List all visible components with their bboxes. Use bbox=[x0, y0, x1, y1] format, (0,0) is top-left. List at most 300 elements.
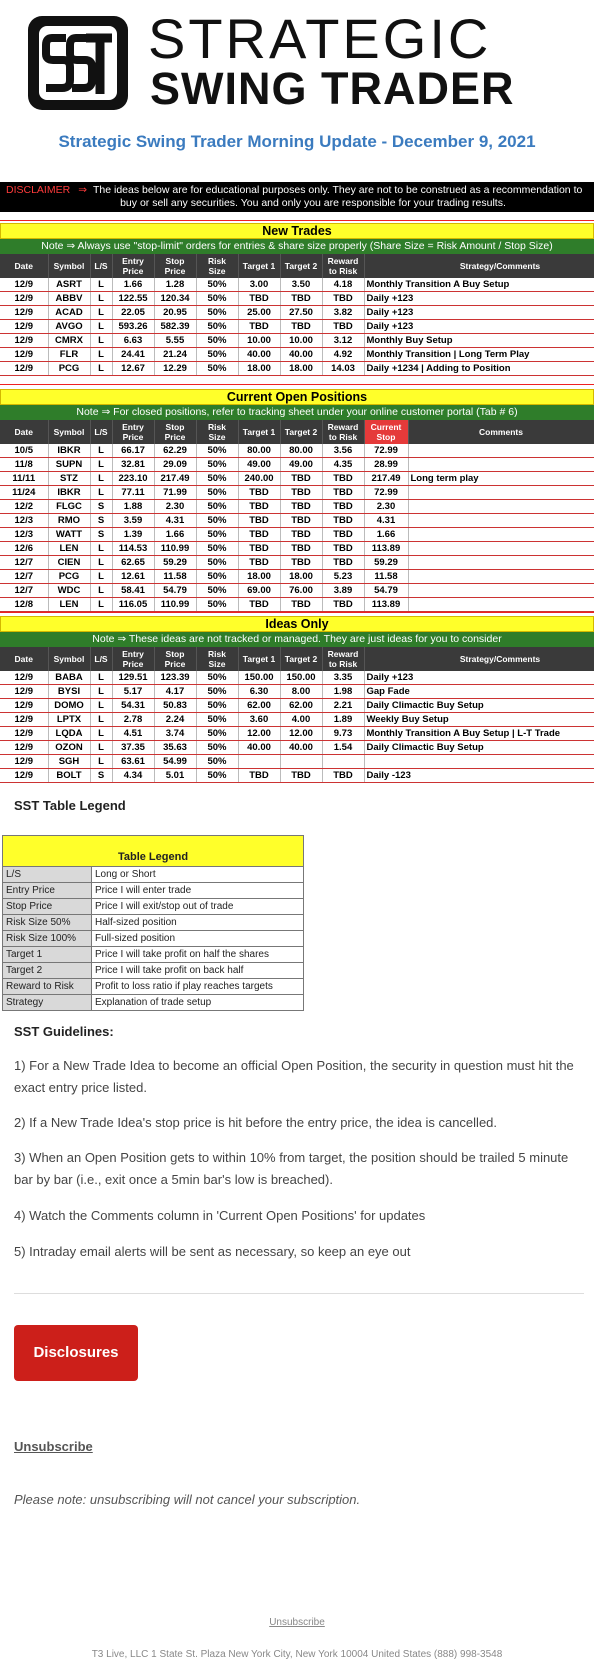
legend-title: Table Legend bbox=[3, 836, 303, 867]
column-header: Symbol bbox=[48, 647, 90, 671]
table-row bbox=[0, 769, 594, 783]
table-cell: 3.56 bbox=[322, 444, 364, 458]
table-cell: L bbox=[90, 486, 112, 500]
table-cell: TBD bbox=[280, 542, 322, 556]
legend-value: Price I will take profit on half the shares bbox=[95, 949, 269, 960]
table-cell: 3.59 bbox=[112, 514, 154, 528]
legend-heading: SST Table Legend bbox=[14, 798, 126, 813]
table-cell: 223.10 bbox=[112, 472, 154, 486]
table-cell: 32.81 bbox=[112, 458, 154, 472]
table-row bbox=[0, 320, 594, 334]
legend-row bbox=[3, 979, 303, 995]
table-cell: 5.01 bbox=[154, 769, 196, 783]
table-cell: L bbox=[90, 671, 112, 685]
table-cell: TBD bbox=[322, 556, 364, 570]
brand-line-2: SWING TRADER bbox=[150, 63, 515, 114]
table-cell: 4.18 bbox=[322, 278, 364, 292]
table-cell: 40.00 bbox=[280, 741, 322, 755]
column-header: Strategy/Comments bbox=[364, 254, 594, 278]
table-cell bbox=[322, 755, 364, 769]
table-cell: 50% bbox=[196, 671, 238, 685]
column-header: L/S bbox=[90, 647, 112, 671]
table-cell: 80.00 bbox=[238, 444, 280, 458]
ideas-only-note: Note ⇒ These ideas are not tracked or managed. They are just ideas for you to consider bbox=[0, 632, 594, 647]
table-cell: Daily +123 bbox=[364, 671, 594, 685]
legend-key: Strategy bbox=[3, 995, 92, 1010]
table-cell: 12/9 bbox=[0, 699, 48, 713]
legend-value: Half-sized position bbox=[95, 917, 177, 928]
column-header: Comments bbox=[408, 420, 594, 444]
table-cell: 129.51 bbox=[112, 671, 154, 685]
table-cell: IBKR bbox=[48, 486, 90, 500]
table-cell: L bbox=[90, 741, 112, 755]
table-cell: 110.99 bbox=[154, 542, 196, 556]
unsubscribe-link[interactable]: Unsubscribe bbox=[14, 1439, 93, 1454]
table-cell: 4.31 bbox=[364, 514, 408, 528]
table-cell: 4.51 bbox=[112, 727, 154, 741]
table-cell: TBD bbox=[322, 514, 364, 528]
table-row bbox=[0, 542, 594, 556]
column-header: Symbol bbox=[48, 420, 90, 444]
table-cell: L bbox=[90, 755, 112, 769]
table-cell: 62.29 bbox=[154, 444, 196, 458]
table-cell: BABA bbox=[48, 671, 90, 685]
table-cell: AVGO bbox=[48, 320, 90, 334]
ideas-only-title: Ideas Only bbox=[0, 616, 594, 632]
table-cell: Monthly Buy Setup bbox=[364, 334, 594, 348]
guidelines-heading: SST Guidelines: bbox=[14, 1024, 114, 1039]
table-cell: 3.82 bbox=[322, 306, 364, 320]
legend-value: Price I will take profit on back half bbox=[95, 965, 244, 976]
table-cell: TBD bbox=[238, 542, 280, 556]
disclosures-button[interactable]: Disclosures bbox=[14, 1325, 138, 1381]
table-header-row bbox=[0, 254, 594, 278]
guideline-item: 1) For a New Trade Idea to become an official Open Position, the security in question must hit the exact entry price listed. bbox=[14, 1058, 574, 1095]
table-cell: L bbox=[90, 598, 112, 612]
guideline-item: 2) If a New Trade Idea's stop price is hit before the entry price, the idea is cancelled. bbox=[14, 1115, 498, 1130]
table-cell: TBD bbox=[280, 472, 322, 486]
divider bbox=[0, 612, 594, 613]
table-cell: 14.03 bbox=[322, 362, 364, 376]
table-cell bbox=[408, 570, 594, 584]
table-cell: 120.34 bbox=[154, 292, 196, 306]
table-row bbox=[0, 472, 594, 486]
table-cell: 59.29 bbox=[364, 556, 408, 570]
table-cell: 50% bbox=[196, 514, 238, 528]
table-cell: TBD bbox=[280, 528, 322, 542]
table-cell: L bbox=[90, 713, 112, 727]
table-cell: 59.29 bbox=[154, 556, 196, 570]
table-cell: L bbox=[90, 278, 112, 292]
table-cell: 50% bbox=[196, 348, 238, 362]
table-cell: L bbox=[90, 362, 112, 376]
table-cell: L bbox=[90, 542, 112, 556]
table-cell: Monthly Transition | Long Term Play bbox=[364, 348, 594, 362]
table-cell: 12/9 bbox=[0, 362, 48, 376]
table-cell: 2.30 bbox=[364, 500, 408, 514]
legend-key: Target 2 bbox=[3, 963, 92, 978]
table-cell: TBD bbox=[238, 598, 280, 612]
table-cell: L bbox=[90, 348, 112, 362]
table-cell: 2.78 bbox=[112, 713, 154, 727]
column-header: Symbol bbox=[48, 254, 90, 278]
table-cell bbox=[408, 500, 594, 514]
table-cell: FLR bbox=[48, 348, 90, 362]
table-cell: 4.17 bbox=[154, 685, 196, 699]
table-cell: TBD bbox=[280, 500, 322, 514]
table-cell: L bbox=[90, 685, 112, 699]
table-cell: 4.31 bbox=[154, 514, 196, 528]
table-cell: 150.00 bbox=[238, 671, 280, 685]
table-cell: TBD bbox=[280, 514, 322, 528]
table-cell: 12/9 bbox=[0, 348, 48, 362]
table-row bbox=[0, 741, 594, 755]
disclaimer-bar bbox=[0, 182, 594, 212]
new-trades-title: New Trades bbox=[0, 223, 594, 239]
table-cell: 11/11 bbox=[0, 472, 48, 486]
table-legend bbox=[2, 835, 304, 1011]
table-cell: CMRX bbox=[48, 334, 90, 348]
legend-row bbox=[3, 915, 303, 931]
table-cell: 50% bbox=[196, 769, 238, 783]
column-header: L/S bbox=[90, 420, 112, 444]
arrow-right-icon: ⇒ bbox=[78, 184, 87, 196]
legend-key: L/S bbox=[3, 867, 92, 882]
table-cell: ACAD bbox=[48, 306, 90, 320]
table-cell: 150.00 bbox=[280, 671, 322, 685]
table-row bbox=[0, 570, 594, 584]
table-cell: 50% bbox=[196, 444, 238, 458]
table-cell: 50% bbox=[196, 699, 238, 713]
guideline-item: 4) Watch the Comments column in 'Current Open Positions' for updates bbox=[14, 1208, 426, 1223]
legend-key: Target 1 bbox=[3, 947, 92, 962]
legend-row bbox=[3, 995, 303, 1010]
table-cell: 12/8 bbox=[0, 598, 48, 612]
disclaimer-label: DISCLAIMER bbox=[6, 184, 71, 196]
table-cell: 122.55 bbox=[112, 292, 154, 306]
table-cell: 66.17 bbox=[112, 444, 154, 458]
table-cell: L bbox=[90, 584, 112, 598]
table-cell: LPTX bbox=[48, 713, 90, 727]
table-row bbox=[0, 458, 594, 472]
table-cell: TBD bbox=[322, 528, 364, 542]
guideline-item: 5) Intraday email alerts will be sent as necessary, so keep an eye out bbox=[14, 1244, 411, 1259]
table-cell: 3.89 bbox=[322, 584, 364, 598]
table-cell: Daily +123 bbox=[364, 306, 594, 320]
open-positions-note: Note ⇒ For closed positions, refer to tracking sheet under your online customer portal (Tab # 6) bbox=[0, 405, 594, 420]
column-header: Reward to Risk bbox=[322, 254, 364, 278]
table-cell: 24.41 bbox=[112, 348, 154, 362]
legend-key: Risk Size 50% bbox=[3, 915, 92, 930]
table-cell: 12/6 bbox=[0, 542, 48, 556]
table-cell: 10.00 bbox=[280, 334, 322, 348]
table-cell: WATT bbox=[48, 528, 90, 542]
table-cell: 50% bbox=[196, 584, 238, 598]
legend-key: Reward to Risk bbox=[3, 979, 92, 994]
table-cell: 18.00 bbox=[238, 570, 280, 584]
table-cell: LQDA bbox=[48, 727, 90, 741]
table-cell: 3.12 bbox=[322, 334, 364, 348]
table-cell: 40.00 bbox=[280, 348, 322, 362]
table-cell: 35.63 bbox=[154, 741, 196, 755]
sst-logo-icon bbox=[26, 14, 130, 112]
footer-address: T3 Live, LLC 1 State St. Plaza New York City, New York 10004 United States (888) 998-3548 bbox=[91, 1649, 503, 1660]
table-cell: RMO bbox=[48, 514, 90, 528]
table-cell: 1.28 bbox=[154, 278, 196, 292]
table-cell: 50% bbox=[196, 486, 238, 500]
legend-row bbox=[3, 883, 303, 899]
table-cell bbox=[408, 458, 594, 472]
table-cell: L bbox=[90, 320, 112, 334]
column-header: Stop Price bbox=[154, 420, 196, 444]
table-cell: Gap Fade bbox=[364, 685, 594, 699]
page-title: Strategic Swing Trader Morning Update - December 9, 2021 bbox=[58, 132, 536, 151]
column-header: Strategy/Comments bbox=[364, 647, 594, 671]
table-cell: 4.35 bbox=[322, 458, 364, 472]
table-cell: 2.30 bbox=[154, 500, 196, 514]
table-cell: 3.00 bbox=[238, 278, 280, 292]
divider bbox=[0, 220, 594, 221]
table-cell: Daily +123 bbox=[364, 292, 594, 306]
table-cell: TBD bbox=[322, 292, 364, 306]
table-cell: BYSI bbox=[48, 685, 90, 699]
table-cell: STZ bbox=[48, 472, 90, 486]
table-cell: Monthly Transition A Buy Setup bbox=[364, 278, 594, 292]
table-cell: 50% bbox=[196, 292, 238, 306]
table-cell: 77.11 bbox=[112, 486, 154, 500]
column-header: Risk Size bbox=[196, 420, 238, 444]
table-cell: 49.00 bbox=[238, 458, 280, 472]
table-cell: 20.95 bbox=[154, 306, 196, 320]
legend-value: Explanation of trade setup bbox=[95, 997, 212, 1008]
table-cell: CIEN bbox=[48, 556, 90, 570]
column-header: Date bbox=[0, 647, 48, 671]
column-header: Target 1 bbox=[238, 420, 280, 444]
table-cell: 4.92 bbox=[322, 348, 364, 362]
table-cell bbox=[408, 584, 594, 598]
table-cell: L bbox=[90, 334, 112, 348]
table-cell: TBD bbox=[280, 556, 322, 570]
table-cell: TBD bbox=[280, 598, 322, 612]
legend-value: Price I will exit/stop out of trade bbox=[95, 901, 234, 912]
table-cell bbox=[408, 514, 594, 528]
open-positions-table bbox=[0, 420, 594, 612]
table-row bbox=[0, 334, 594, 348]
new-trades-note: Note ⇒ Always use "stop-limit" orders for entries & share size properly (Share Size = Risk Amount / Stop Size) bbox=[0, 239, 594, 254]
column-header: Target 2 bbox=[280, 420, 322, 444]
table-cell bbox=[238, 755, 280, 769]
legend-row bbox=[3, 899, 303, 915]
table-cell: 11/8 bbox=[0, 458, 48, 472]
table-cell: 12/2 bbox=[0, 500, 48, 514]
disclaimer-text-2: buy or sell any securities. You and only you are responsible for your trading results. bbox=[120, 197, 506, 209]
table-cell: 1.66 bbox=[364, 528, 408, 542]
column-header: Date bbox=[0, 420, 48, 444]
table-cell: SGH bbox=[48, 755, 90, 769]
table-cell: PCG bbox=[48, 570, 90, 584]
table-cell: TBD bbox=[238, 769, 280, 783]
table-cell: 50% bbox=[196, 685, 238, 699]
table-cell: 12/9 bbox=[0, 334, 48, 348]
ideas-only-table bbox=[0, 647, 594, 783]
table-cell: TBD bbox=[322, 472, 364, 486]
table-cell: 76.00 bbox=[280, 584, 322, 598]
table-cell: L bbox=[90, 292, 112, 306]
table-cell: 4.00 bbox=[280, 713, 322, 727]
column-header: Current Stop bbox=[364, 420, 408, 444]
table-cell: 80.00 bbox=[280, 444, 322, 458]
table-cell: 50% bbox=[196, 598, 238, 612]
table-cell: 582.39 bbox=[154, 320, 196, 334]
table-cell: 6.63 bbox=[112, 334, 154, 348]
table-cell: 12/3 bbox=[0, 528, 48, 542]
table-cell: 54.79 bbox=[154, 584, 196, 598]
table-cell: PCG bbox=[48, 362, 90, 376]
table-cell: 12.00 bbox=[238, 727, 280, 741]
legend-value: Long or Short bbox=[95, 869, 156, 880]
table-cell: 1.66 bbox=[112, 278, 154, 292]
table-cell: 3.50 bbox=[280, 278, 322, 292]
table-cell bbox=[408, 528, 594, 542]
table-cell: 1.66 bbox=[154, 528, 196, 542]
table-cell: 54.79 bbox=[364, 584, 408, 598]
table-cell: 29.09 bbox=[154, 458, 196, 472]
table-cell: 37.35 bbox=[112, 741, 154, 755]
table-cell: 50% bbox=[196, 556, 238, 570]
table-cell: 12/9 bbox=[0, 685, 48, 699]
table-cell: Daily +123 bbox=[364, 320, 594, 334]
table-cell bbox=[408, 556, 594, 570]
table-row bbox=[0, 306, 594, 320]
table-cell: 1.89 bbox=[322, 713, 364, 727]
table-cell: 9.73 bbox=[322, 727, 364, 741]
table-cell: 12/3 bbox=[0, 514, 48, 528]
table-cell: 11/24 bbox=[0, 486, 48, 500]
table-cell: L bbox=[90, 699, 112, 713]
table-cell: 3.74 bbox=[154, 727, 196, 741]
table-cell: 50% bbox=[196, 542, 238, 556]
table-cell: 1.88 bbox=[112, 500, 154, 514]
table-cell: Weekly Buy Setup bbox=[364, 713, 594, 727]
table-row bbox=[0, 348, 594, 362]
table-cell: TBD bbox=[238, 500, 280, 514]
table-cell: 50% bbox=[196, 362, 238, 376]
legend-key: Stop Price bbox=[3, 899, 92, 914]
table-cell bbox=[408, 444, 594, 458]
table-cell: S bbox=[90, 528, 112, 542]
table-cell bbox=[408, 542, 594, 556]
table-row bbox=[0, 556, 594, 570]
table-cell: 63.61 bbox=[112, 755, 154, 769]
table-cell: 50% bbox=[196, 500, 238, 514]
table-cell: TBD bbox=[280, 320, 322, 334]
table-row bbox=[0, 727, 594, 741]
table-cell: ASRT bbox=[48, 278, 90, 292]
column-header: Entry Price bbox=[112, 254, 154, 278]
table-cell: IBKR bbox=[48, 444, 90, 458]
table-cell: TBD bbox=[238, 292, 280, 306]
table-row bbox=[0, 598, 594, 612]
table-cell: 54.99 bbox=[154, 755, 196, 769]
table-cell: L bbox=[90, 306, 112, 320]
table-cell: 71.99 bbox=[154, 486, 196, 500]
table-cell: 2.21 bbox=[322, 699, 364, 713]
table-cell: 18.00 bbox=[280, 362, 322, 376]
column-header: Target 2 bbox=[280, 647, 322, 671]
table-cell: TBD bbox=[238, 486, 280, 500]
table-cell: 12/9 bbox=[0, 769, 48, 783]
table-row bbox=[0, 584, 594, 598]
table-cell: FLGC bbox=[48, 500, 90, 514]
table-row bbox=[0, 755, 594, 769]
table-cell: 62.65 bbox=[112, 556, 154, 570]
table-row bbox=[0, 528, 594, 542]
table-cell: L bbox=[90, 458, 112, 472]
table-cell: 50% bbox=[196, 334, 238, 348]
table-cell: Daily -123 bbox=[364, 769, 594, 783]
table-cell: TBD bbox=[322, 320, 364, 334]
table-cell: 18.00 bbox=[280, 570, 322, 584]
divider bbox=[14, 1293, 584, 1294]
column-header: Entry Price bbox=[112, 647, 154, 671]
table-cell: 113.89 bbox=[364, 542, 408, 556]
column-header: Stop Price bbox=[154, 647, 196, 671]
table-cell: 72.99 bbox=[364, 486, 408, 500]
table-cell: 12/9 bbox=[0, 306, 48, 320]
table-cell: Long term play bbox=[408, 472, 594, 486]
table-cell: S bbox=[90, 769, 112, 783]
table-cell: 50.83 bbox=[154, 699, 196, 713]
table-cell: 11.58 bbox=[364, 570, 408, 584]
table-cell: 113.89 bbox=[364, 598, 408, 612]
table-header-row bbox=[0, 647, 594, 671]
table-header-row bbox=[0, 420, 594, 444]
table-cell: S bbox=[90, 500, 112, 514]
table-cell: 21.24 bbox=[154, 348, 196, 362]
footer-unsubscribe-link[interactable]: Unsubscribe bbox=[269, 1617, 325, 1628]
table-cell: ABBV bbox=[48, 292, 90, 306]
table-cell: 50% bbox=[196, 741, 238, 755]
table-cell: 110.99 bbox=[154, 598, 196, 612]
table-cell: 12/9 bbox=[0, 727, 48, 741]
table-cell: TBD bbox=[322, 542, 364, 556]
table-cell: TBD bbox=[322, 769, 364, 783]
table-cell: 2.24 bbox=[154, 713, 196, 727]
table-cell: DOMO bbox=[48, 699, 90, 713]
table-cell: 12/9 bbox=[0, 671, 48, 685]
table-cell: TBD bbox=[238, 514, 280, 528]
table-cell: 12.67 bbox=[112, 362, 154, 376]
brand-line-1: STRATEGIC bbox=[148, 7, 492, 70]
table-cell: 114.53 bbox=[112, 542, 154, 556]
table-cell: L bbox=[90, 556, 112, 570]
table-cell: LEN bbox=[48, 542, 90, 556]
table-cell: 240.00 bbox=[238, 472, 280, 486]
table-cell bbox=[408, 598, 594, 612]
table-row bbox=[0, 278, 594, 292]
legend-value: Full-sized position bbox=[95, 933, 176, 944]
table-cell: L bbox=[90, 444, 112, 458]
table-cell: 12.00 bbox=[280, 727, 322, 741]
table-cell: L bbox=[90, 570, 112, 584]
column-header: Risk Size bbox=[196, 647, 238, 671]
table-cell: 3.60 bbox=[238, 713, 280, 727]
table-cell: 50% bbox=[196, 472, 238, 486]
table-cell: 12.29 bbox=[154, 362, 196, 376]
legend-key: Risk Size 100% bbox=[3, 931, 92, 946]
table-cell: Daily +1234 | Adding to Position bbox=[364, 362, 594, 376]
table-cell: 12/9 bbox=[0, 741, 48, 755]
